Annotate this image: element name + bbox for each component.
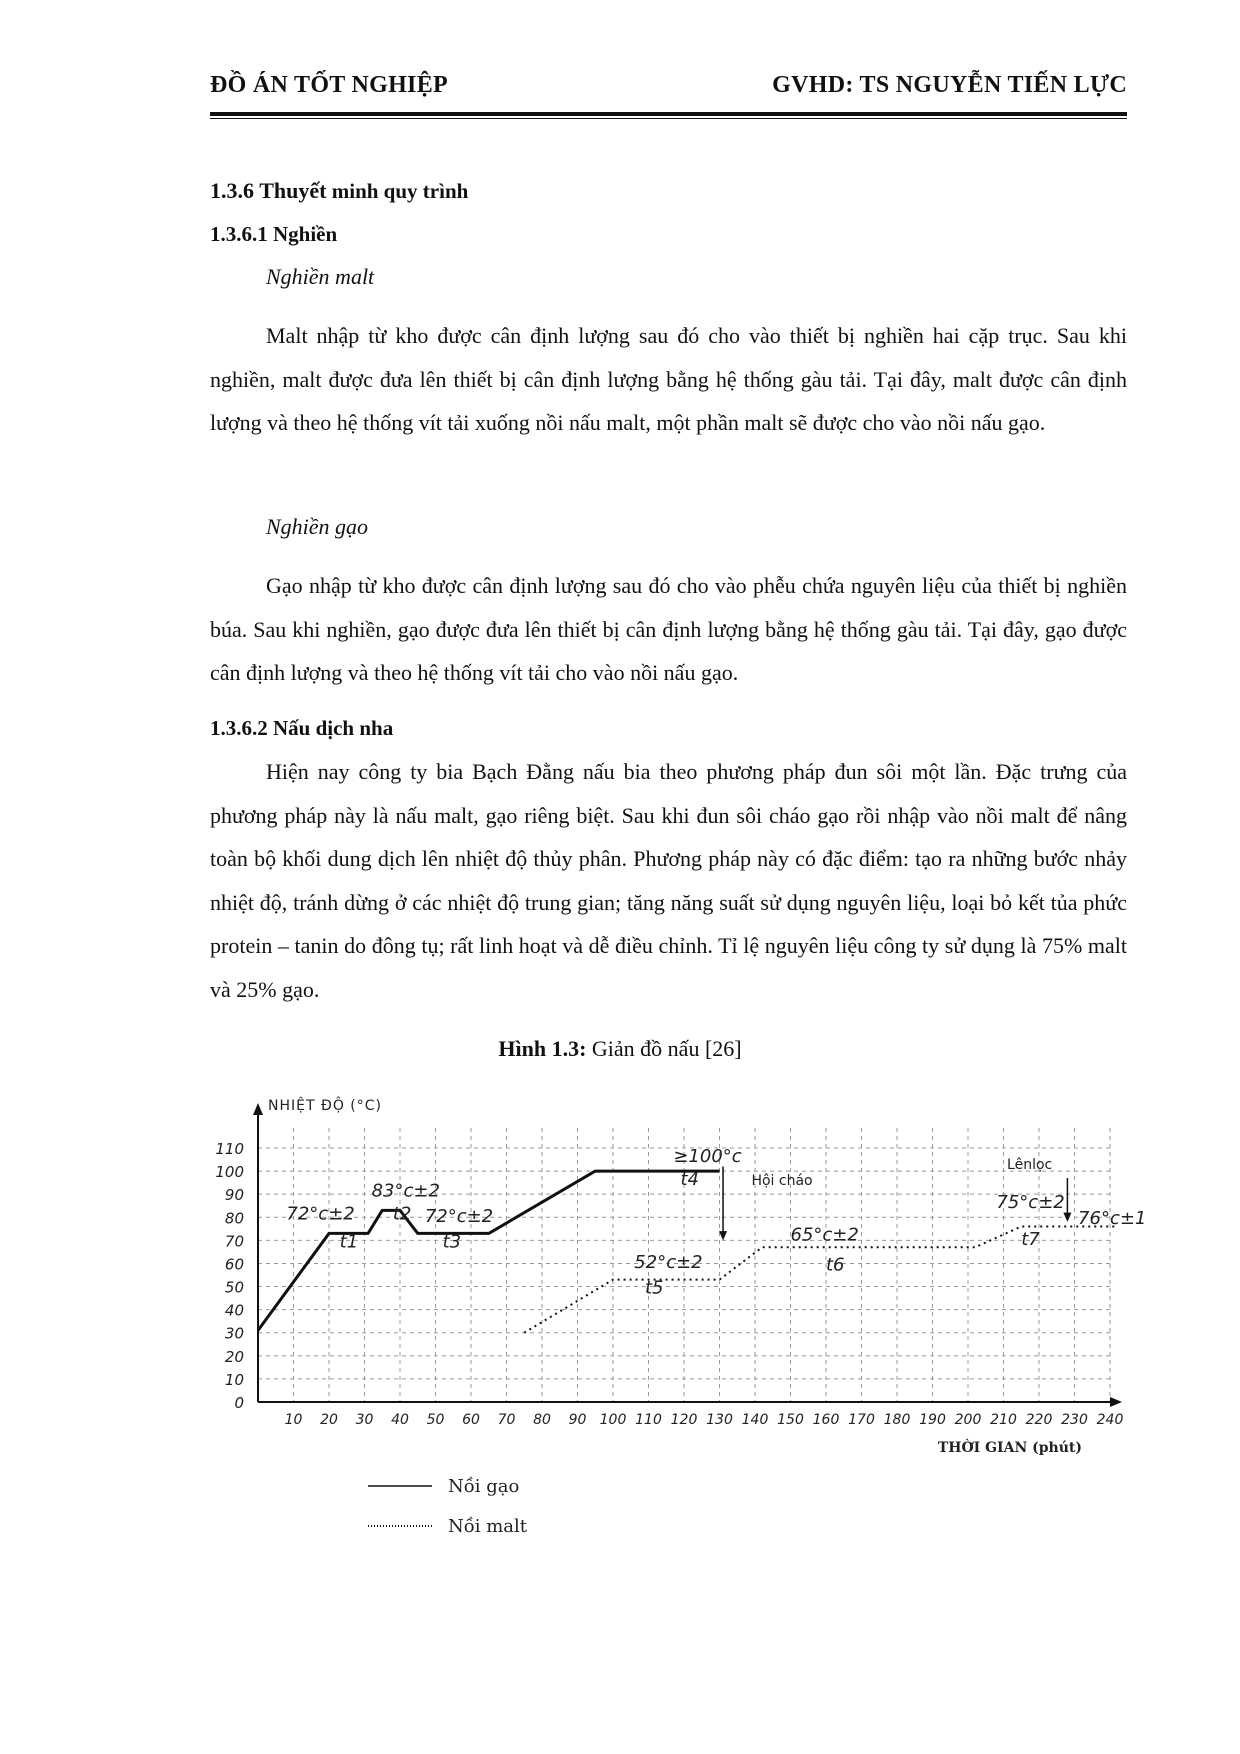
section-title-bold: Thuyết xyxy=(259,178,327,203)
y-tick-label: 90 xyxy=(224,1186,244,1205)
y-tick-label: 50 xyxy=(224,1278,244,1297)
y-tick-label: 110 xyxy=(215,1140,244,1158)
legend-label: Nồi malt xyxy=(448,1516,528,1537)
len-loc-arrowhead xyxy=(1063,1213,1071,1222)
x-axis-arrow xyxy=(1110,1397,1122,1407)
x-tick-label: 30 xyxy=(355,1412,374,1428)
chart-annotation: ≥100°c xyxy=(673,1145,742,1167)
y-tick-label: 40 xyxy=(224,1301,244,1320)
y-tick-label: 70 xyxy=(224,1232,244,1251)
x-tick-label: 140 xyxy=(741,1412,769,1428)
paragraph-mashing-text: Hiện nay công ty bia Bạch Đằng nấu bia theo phương pháp đun sôi một lần. Đặc trưng của phương pháp này là nấu malt, gạo riêng biệt. Sau khi đun sôi cháo gạo rồi nhập vào nồi malt để nâng toàn bộ khối dung dịch lên nhiệt độ thủy phân. Phương pháp này có đặc điểm: tạo ra những bước nhảy nhiệt độ, tránh dừng ở các nhiệt độ trung gian; tăng năng suất sử dụng nguyên liệu, loại bỏ kết tủa phức protein – tanin do đông tụ; rất linh hoạt và dễ điều chỉnh. Tỉ lệ nguyên liệu công ty sử dụng là 75% malt và 25% gạo. xyxy=(210,759,1127,1002)
chart-annotation: t2 xyxy=(392,1203,412,1225)
x-tick-label: 190 xyxy=(919,1412,946,1428)
x-tick-label: 40 xyxy=(391,1412,409,1428)
paragraph-malt-text: Malt nhập từ kho được cân định lượng sau đó cho vào thiết bị nghiền hai cặp trục. Sau khi nghiền, malt được đưa lên thiết bị cân định lượng bằng hệ thống gàu tải. Tại đây, malt được cân định lượng và theo hệ thống vít tải xuống nồi nấu malt, một phần malt sẽ được cho vào nồi nấu gạo. xyxy=(210,323,1127,435)
x-tick-label: 60 xyxy=(462,1412,480,1428)
x-tick-label: 50 xyxy=(426,1412,445,1428)
x-tick-label: 180 xyxy=(883,1412,911,1428)
x-tick-label: 160 xyxy=(812,1412,840,1428)
x-tick-label: 210 xyxy=(990,1412,1017,1428)
paragraph-rice-text: Gạo nhập từ kho được cân định lượng sau đó cho vào phễu chứa nguyên liệu của thiết bị nghiền búa. Sau khi nghiền, gạo được đưa lên thiết bị cân định lượng bằng hệ thống gàu tải. Tại đây, gạo được cân định lượng và theo hệ thống vít tải cho vào nồi nấu gạo. xyxy=(210,573,1127,685)
y-tick-label: 80 xyxy=(224,1209,244,1228)
x-tick-label: 130 xyxy=(706,1412,733,1428)
chart-annotation: t4 xyxy=(680,1168,699,1190)
x-tick-label: 120 xyxy=(670,1412,698,1428)
header-right-supervisor: GVHD: TS NGUYỄN TIẾN LỰC xyxy=(772,72,1127,98)
x-tick-label: 200 xyxy=(954,1412,982,1428)
x-tick-label: 110 xyxy=(635,1412,662,1428)
figure-caption-text: Giản đồ nấu [26] xyxy=(591,1036,742,1061)
chart-annotation: 65°c±2 xyxy=(790,1224,859,1246)
y-tick-label: 30 xyxy=(224,1324,244,1343)
chart-annotation: 75°c±2 xyxy=(996,1192,1065,1214)
chart-annotation: t6 xyxy=(826,1254,845,1276)
x-tick-label: 20 xyxy=(320,1412,338,1428)
chart-annotation: 83°c±2 xyxy=(371,1180,440,1202)
y-tick-label: 60 xyxy=(224,1255,244,1274)
chart-annotation: t1 xyxy=(339,1231,359,1253)
header-left-title: ĐỒ ÁN TỐT NGHIỆP xyxy=(210,72,448,98)
subsection-2-title: 1.3.6.2 Nấu dịch nha xyxy=(210,716,394,740)
chart-annotation: 72°c±2 xyxy=(286,1203,355,1225)
chart-annotation: Lênlọc xyxy=(1007,1156,1053,1173)
chart-annotation: t7 xyxy=(1021,1228,1040,1250)
x-tick-label: 170 xyxy=(848,1412,875,1428)
subsection-1a-title: Nghiền malt xyxy=(266,264,375,289)
x-tick-label: 230 xyxy=(1061,1412,1088,1428)
subsection-1-title: 1.3.6.1 Nghiền xyxy=(210,222,338,246)
x-tick-label: 70 xyxy=(497,1412,516,1428)
y-axis-arrow xyxy=(253,1103,263,1115)
chart-annotation: Hội cháo xyxy=(751,1172,813,1189)
x-tick-label: 80 xyxy=(533,1412,551,1428)
x-tick-label: 100 xyxy=(599,1412,627,1428)
x-tick-label: 150 xyxy=(777,1412,804,1428)
chart-annotation: 72°c±2 xyxy=(424,1205,494,1227)
series-line-noi-gao xyxy=(258,1168,720,1330)
hoi-chao-arrowhead xyxy=(719,1231,727,1240)
x-axis-label: THỜI GIAN (phút) xyxy=(937,1440,1082,1456)
chart-annotation: 76°c±1 xyxy=(1078,1208,1147,1230)
y-tick-label: 10 xyxy=(224,1370,244,1389)
x-tick-label: 90 xyxy=(568,1412,587,1428)
y-tick-label: 100 xyxy=(215,1163,244,1182)
chart-annotation: 52°c±2 xyxy=(634,1252,703,1274)
legend-label: Nồi gạo xyxy=(448,1476,520,1497)
subsection-1b-title: Nghiền gạo xyxy=(266,514,369,539)
chart-legend xyxy=(368,1476,528,1537)
chart-annotation: t5 xyxy=(644,1277,664,1299)
chart-annotations xyxy=(286,1146,1146,1299)
figure-caption-label: Hình 1.3: xyxy=(498,1036,587,1061)
y-tick-label: 0 xyxy=(234,1394,244,1412)
y-tick-label: 20 xyxy=(224,1347,244,1366)
y-axis-label: NHIỆT ĐỘ (°C) xyxy=(268,1098,382,1114)
chart-axes xyxy=(215,1096,1123,1456)
x-tick-label: 220 xyxy=(1025,1412,1053,1428)
x-tick-label: 240 xyxy=(1096,1412,1124,1428)
section-title-rest: minh quy trình xyxy=(331,179,469,203)
section-number: 1.3.6 xyxy=(210,178,254,203)
chart-annotation: t3 xyxy=(442,1231,462,1253)
x-tick-label: 10 xyxy=(284,1412,303,1428)
